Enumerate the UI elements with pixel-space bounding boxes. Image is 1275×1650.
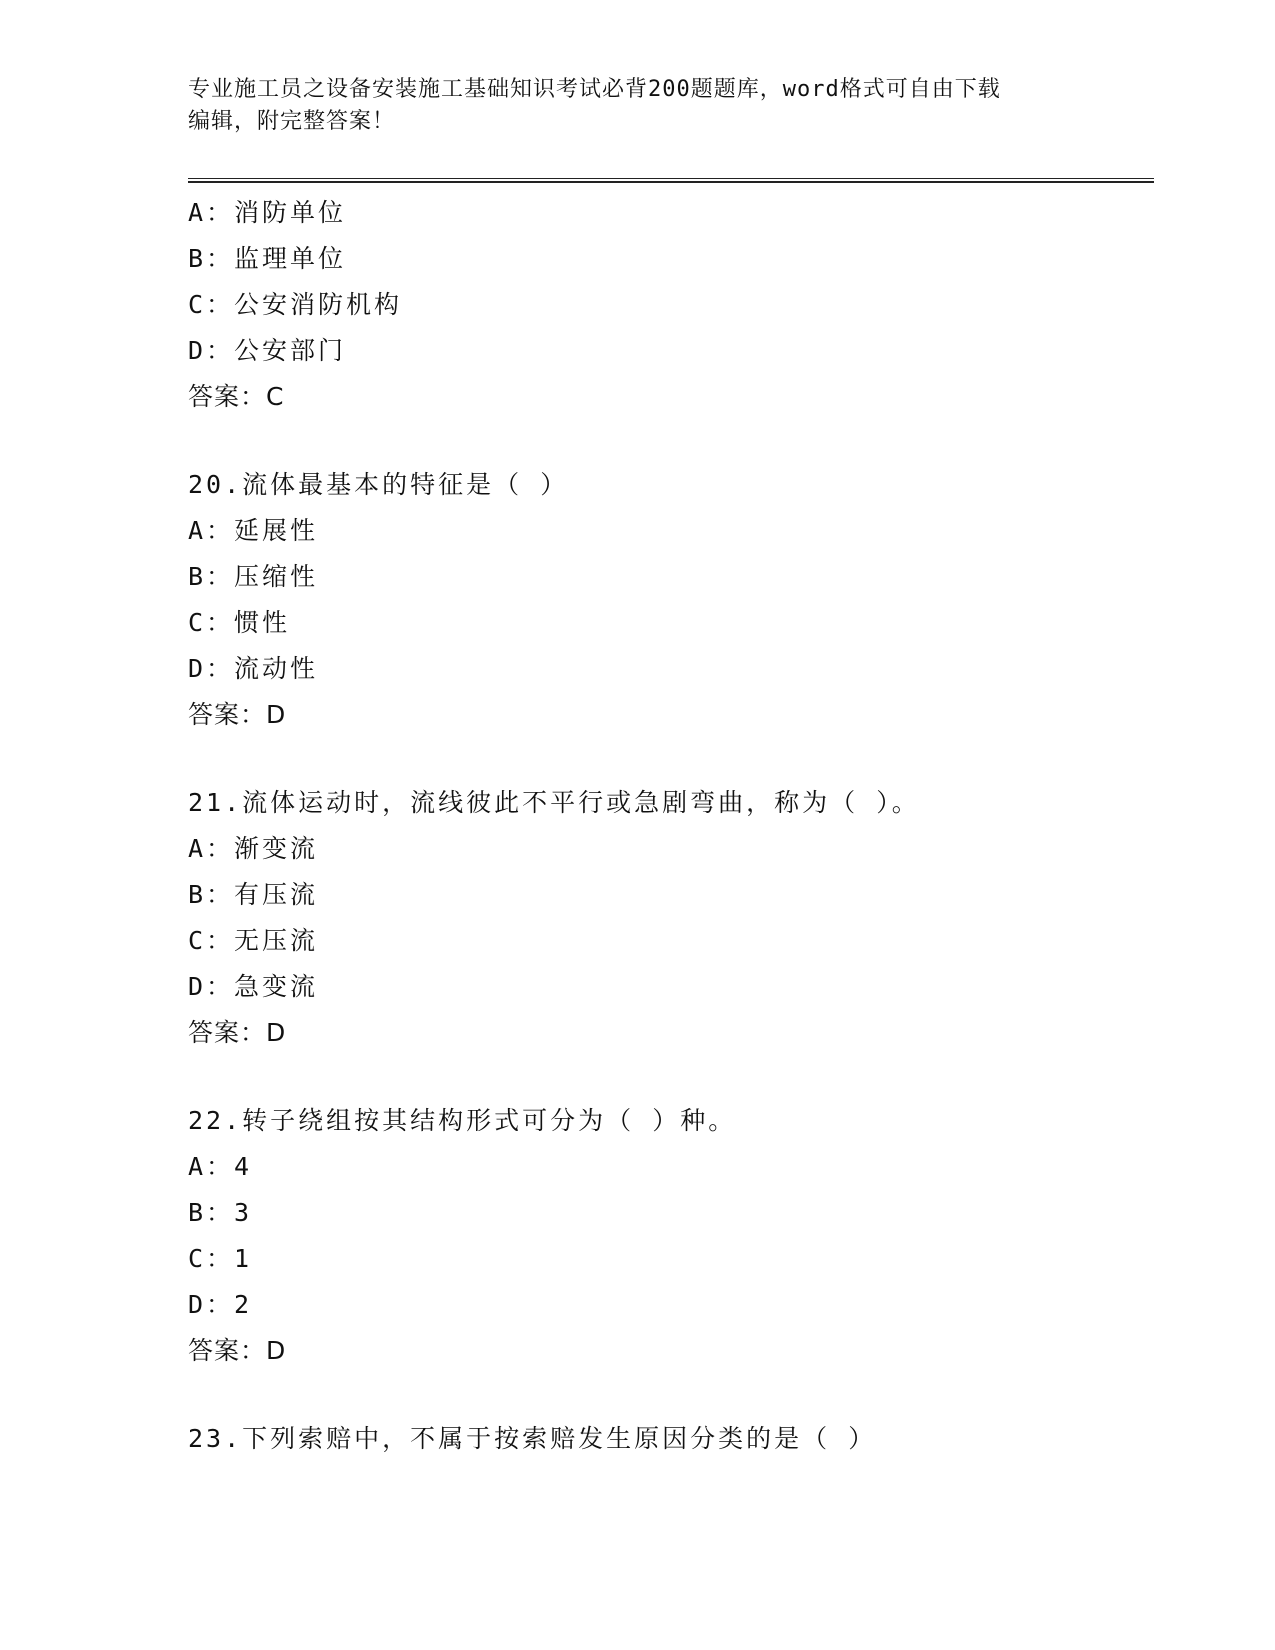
question-23-block [188, 1416, 1154, 1462]
option-b: B：监理单位 [188, 244, 347, 273]
option-c: C：公安消防机构 [188, 290, 403, 319]
option-a: A：延展性 [188, 516, 319, 545]
question-20-block [188, 462, 1154, 738]
header-title-line-1: 专业施工员之设备安装施工基础知识考试必背200题题库，word格式可自由下载 [188, 77, 1001, 102]
question-gap [188, 738, 1154, 780]
option-a: A：消防单位 [188, 198, 347, 227]
question-gap [188, 1374, 1154, 1416]
answer-line: 答案：D [188, 700, 287, 729]
option-b: B：3 [188, 1198, 253, 1227]
header-title-line-2: 编辑，附完整答案！ [188, 109, 396, 134]
document-header [188, 74, 1068, 138]
answer-line: 答案：D [188, 1336, 287, 1365]
answer-line: 答案：C [188, 382, 285, 411]
question-22-text: 22.转子绕组按其结构形式可分为（ ）种。 [188, 1106, 737, 1135]
option-b: B：有压流 [188, 880, 319, 909]
question-21-text: 21.流体运动时，流线彼此不平行或急剧弯曲，称为（ ）。 [188, 788, 920, 817]
header-divider [188, 178, 1154, 183]
option-d: D：流动性 [188, 654, 319, 683]
question-list [188, 190, 1154, 1462]
option-b: B：压缩性 [188, 562, 319, 591]
question-22-block [188, 1098, 1154, 1374]
answer-line: 答案：D [188, 1018, 287, 1047]
option-c: C：无压流 [188, 926, 319, 955]
option-c: C：惯性 [188, 608, 291, 637]
option-d: D：急变流 [188, 972, 319, 1001]
question-23-text: 23.下列索赔中，不属于按索赔发生原因分类的是（ ） [188, 1424, 877, 1453]
question-gap [188, 1056, 1154, 1098]
option-a: A：4 [188, 1152, 253, 1181]
option-d: D：2 [188, 1290, 253, 1319]
question-21-block [188, 780, 1154, 1056]
question-20-text: 20.流体最基本的特征是（ ） [188, 470, 569, 499]
option-c: C：1 [188, 1244, 253, 1273]
question-gap [188, 420, 1154, 462]
option-a: A：渐变流 [188, 834, 319, 863]
option-d: D：公安部门 [188, 336, 347, 365]
question-19-block [188, 190, 1154, 420]
